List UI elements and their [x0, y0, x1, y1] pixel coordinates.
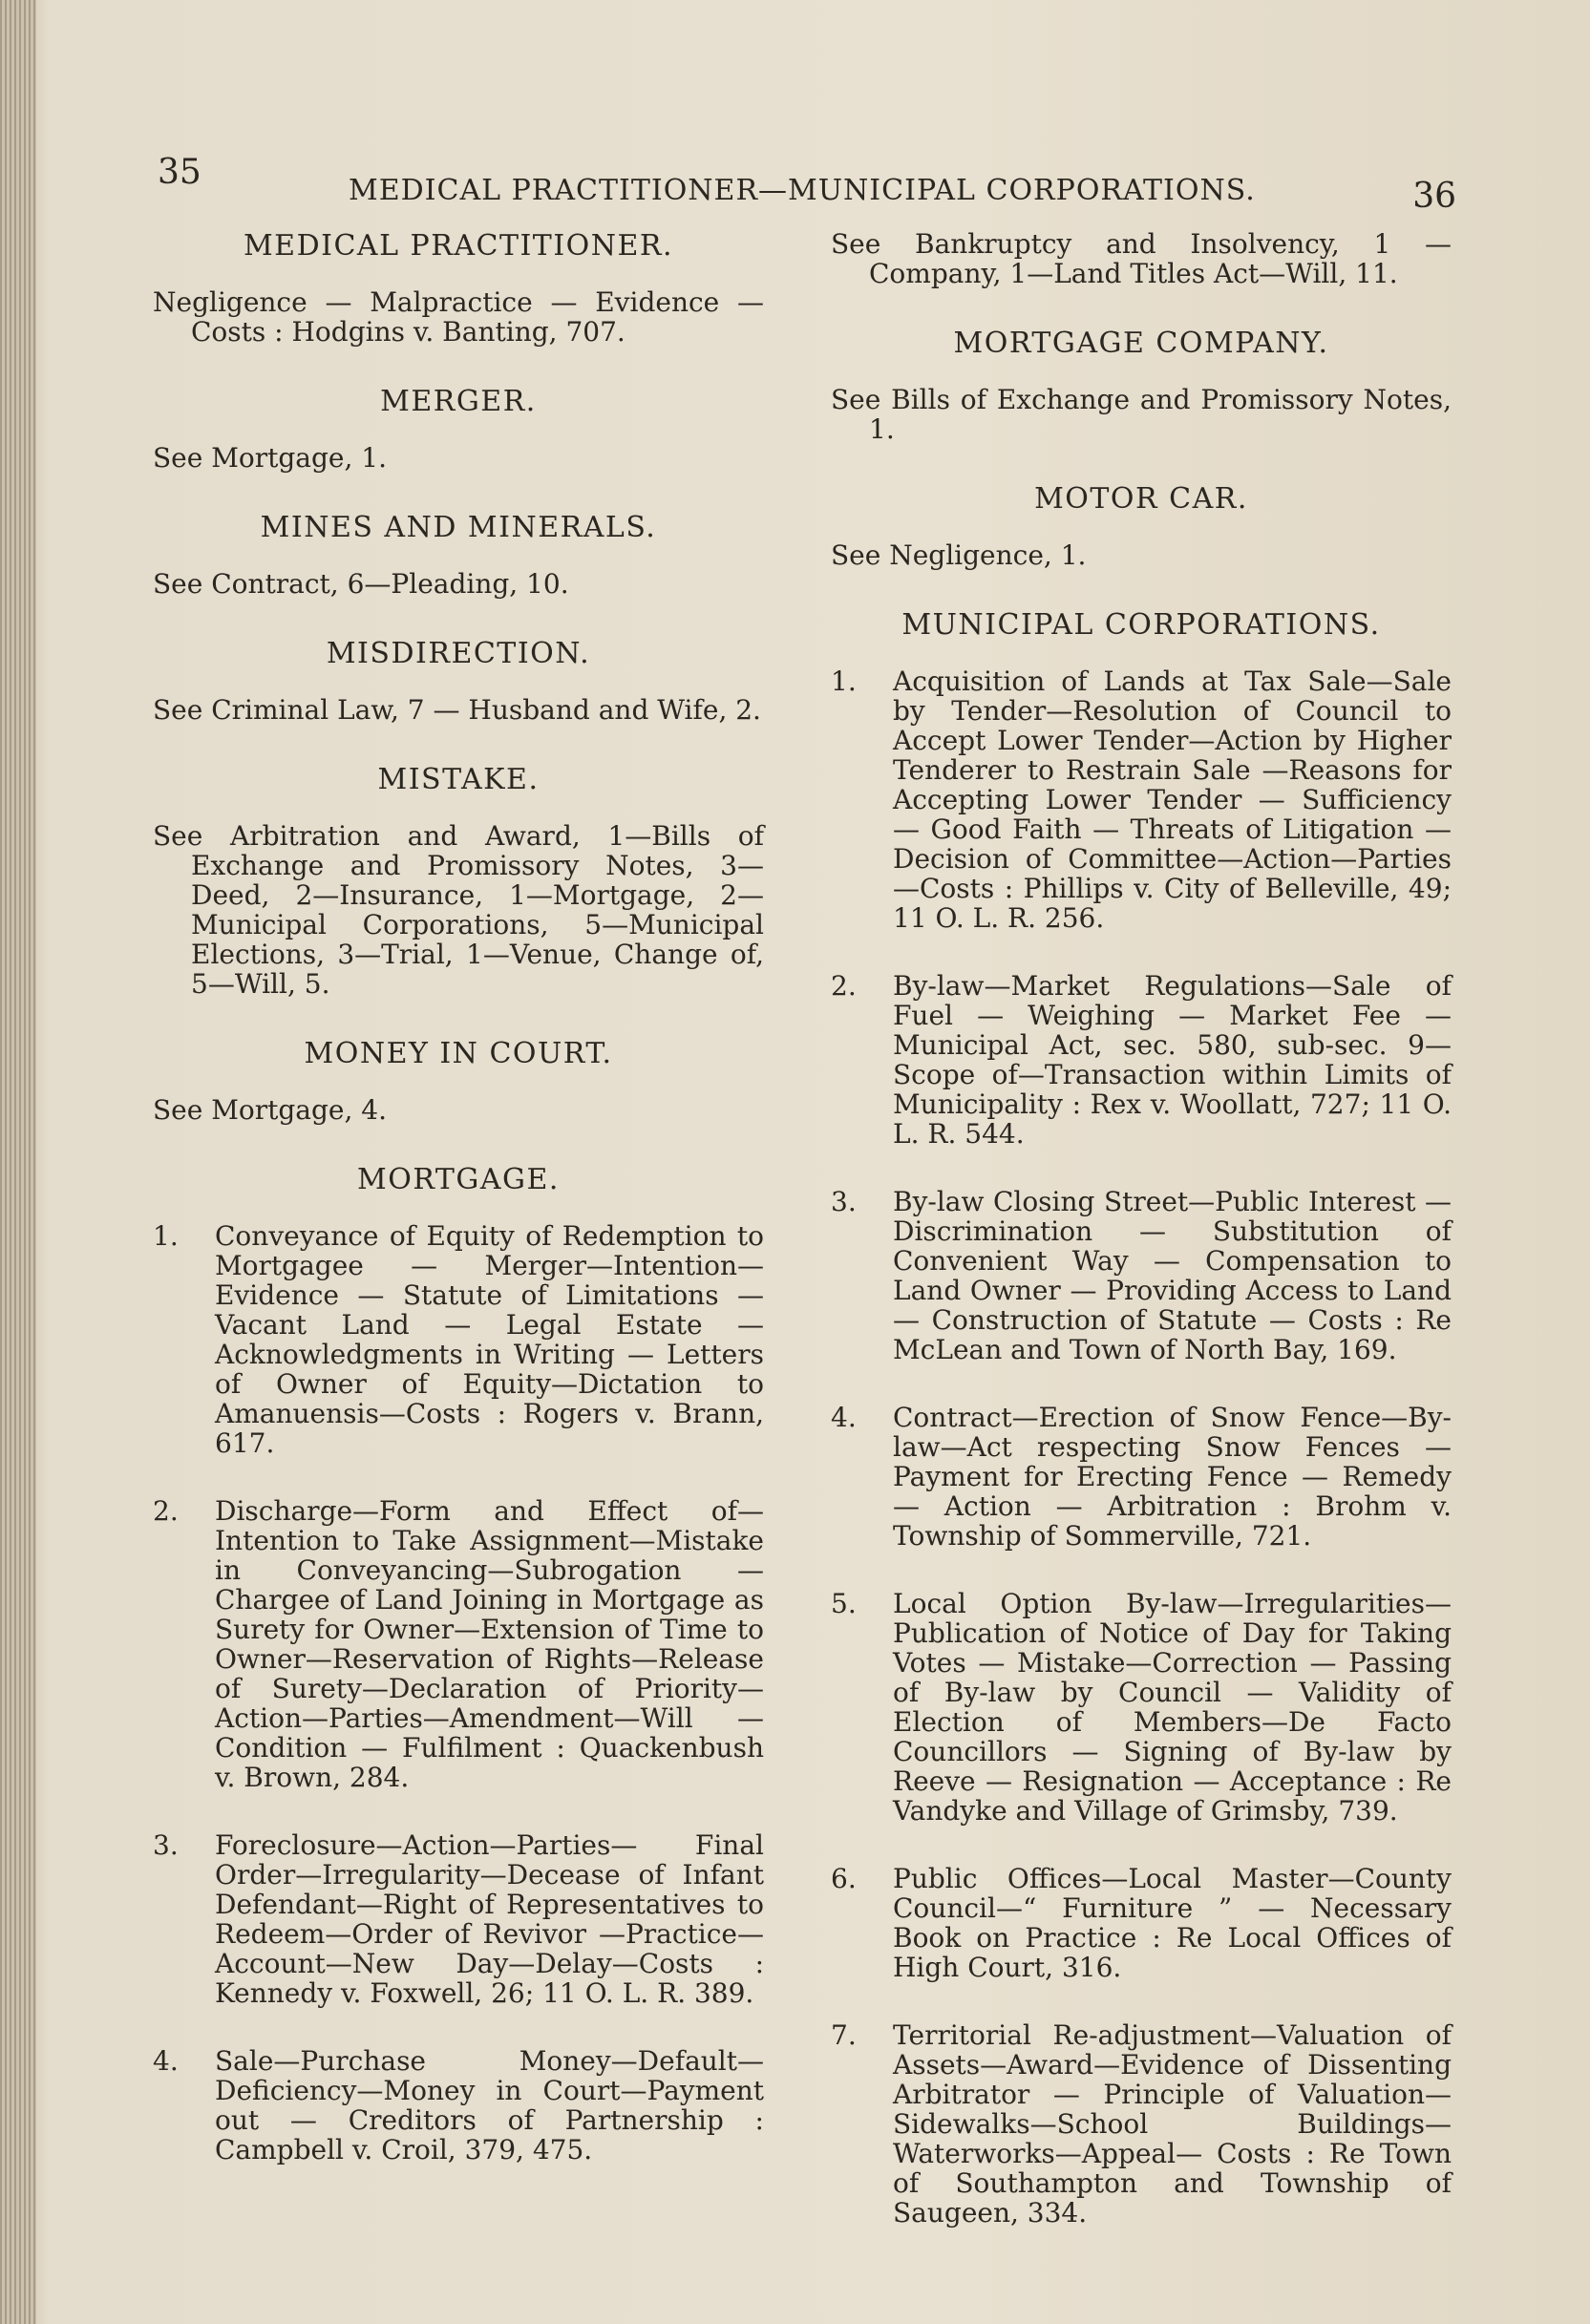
entry-text: Local Option By-law—Irregularities—Publication of Notice of Day for Taking Votes — Mistake—Correction — Passing of By-law by Council — Validity of Election of Members—De Facto Councillors — Signing of By-law by Reeve — Resignation — Acceptance : Re Vandyke and Village of Grimsby, 739. [893, 1588, 1452, 1827]
page-number-left: 35 [158, 153, 201, 192]
book-spine [0, 0, 36, 2324]
municipal-entry [831, 666, 1452, 933]
heading-money-in-court: MONEY IN COURT. [304, 1037, 613, 1070]
entry-continued-see-also: See Bankruptcy and Insolvency, 1 — Company, 1—Land Titles Act—Will, 11. [831, 228, 1452, 289]
mortgage-entry [153, 1496, 764, 1792]
running-title: MEDICAL PRACTITIONER—MUNICIPAL CORPORATIONS. [349, 174, 1256, 207]
entry-text: Acquisition of Lands at Tax Sale—Sale by Tender—Resolution of Council to Accept Lower Tender—Action by Higher Tenderer to Restrain Sale —Reasons for Accepting Lower Tender — Sufficiency — Good Faith — Threats of Litigation — Decision of Committee—Action—Parties—Costs : Phillips v. City of Belleville, 49; 11 O. L. R. 256. [893, 666, 1452, 934]
municipal-entry [831, 1403, 1452, 1551]
entry-text: By-law Closing Street—Public Interest — Discrimination — Substitution of Convenient Way — Compensation to Land Owner — Providing Access to Land — Construction of Statute — Costs : Re McLean and Town of North Bay, 169. [893, 1186, 1452, 1365]
entry-number: 2. [831, 970, 857, 1002]
entry-text: Sale—Purchase Money—Default—Deficiency—Money in Court—Payment out — Creditors of Partnership : Campbell v. Croil, 379, 475. [215, 2045, 764, 2166]
entry-number: 6. [831, 1863, 857, 1894]
entry-merger: See Mortgage, 1. [153, 442, 388, 474]
entry-number: 2. [153, 1495, 179, 1527]
heading-mortgage-company: MORTGAGE COMPANY. [953, 327, 1329, 360]
entry-mines-and-minerals: See Contract, 6—Pleading, 10. [153, 568, 569, 600]
heading-mines-and-minerals: MINES AND MINERALS. [260, 511, 657, 544]
entry-motor-car: See Negligence, 1. [831, 539, 1087, 571]
entry-misdirection: See Criminal Law, 7 — Husband and Wife, 2. [153, 694, 761, 726]
heading-medical-practitioner: MEDICAL PRACTITIONER. [243, 229, 674, 263]
entry-number: 4. [153, 2045, 179, 2077]
left-column [153, 229, 764, 2203]
right-column [831, 229, 1452, 2266]
heading-mortgage: MORTGAGE. [357, 1163, 560, 1196]
heading-merger: MERGER. [380, 385, 537, 418]
entry-mistake: See Arbitration and Award, 1—Bills of Exchange and Promissory Notes, 3—Deed, 2—Insurance, 1—Mortgage, 2—Municipal Corporations, 5—Municipal Elections, 3—Trial, 1—Venue, Change of, 5—Will, 5. [153, 820, 764, 1000]
municipal-entry [831, 1589, 1452, 1826]
entry-medical-practitioner: Negligence — Malpractice — Evidence — Costs : Hodgins v. Banting, 707. [153, 286, 764, 348]
entry-number: 1. [831, 666, 857, 697]
entry-text: Public Offices—Local Master—County Council—“ Furniture ” — Necessary Book on Practice : Re Local Offices of High Court, 316. [893, 1863, 1452, 1983]
entry-number: 4. [831, 1402, 857, 1433]
entry-text: Discharge—Form and Effect of—Intention to Take Assignment—Mistake in Conveyancing—Subrogation —Chargee of Land Joining in Mortgage as Surety for Owner—Extension of Time to Owner—Reservation of Rights—Release of Surety—Declaration of Priority—Action—Parties—Amendment—Will — Condition — Fulfilment : Quackenbush v. Brown, 284. [215, 1495, 764, 1793]
entry-text: Foreclosure—Action—Parties— Final Order—Irregularity—Decease of Infant Defendant—Right of Representatives to Redeem—Order of Revivor —Practice—Account—New Day—Delay—Costs : Kennedy v. Foxwell, 26; 11 O. L. R. 389. [215, 1829, 764, 2009]
entry-text: Conveyance of Equity of Redemption to Mortgagee — Merger—Intention—Evidence — Statute of Limitations — Vacant Land — Legal Estate — Acknowledgments in Writing — Letters of Owner of Equity—Dictation to Amanuensis—Costs : Rogers v. Brann, 617. [215, 1220, 764, 1459]
mortgage-entry [153, 1221, 764, 1458]
entry-number: 3. [153, 1829, 179, 1861]
entry-number: 1. [153, 1220, 179, 1252]
municipal-entry [831, 2020, 1452, 2228]
entry-number: 5. [831, 1588, 857, 1619]
heading-mistake: MISTAKE. [377, 763, 540, 796]
municipal-entry [831, 1864, 1452, 1982]
page-number-right: 36 [1412, 177, 1456, 216]
municipal-entry [831, 1187, 1452, 1364]
municipal-entry [831, 971, 1452, 1149]
mortgage-entry [153, 2046, 764, 2165]
heading-motor-car: MOTOR CAR. [1034, 482, 1248, 516]
mortgage-entry [153, 1830, 764, 2008]
entry-mortgage-company: See Bills of Exchange and Promissory Notes, 1. [831, 384, 1452, 445]
page-header [158, 153, 1456, 216]
entry-money-in-court: See Mortgage, 4. [153, 1094, 388, 1126]
heading-municipal-corporations: MUNICIPAL CORPORATIONS. [901, 608, 1381, 642]
entry-text: Contract—Erection of Snow Fence—By-law—Act respecting Snow Fences — Payment for Erecting Fence — Remedy — Action — Arbitration : Brohm v. Township of Sommerville, 721. [893, 1402, 1452, 1552]
entry-text: By-law—Market Regulations—Sale of Fuel — Weighing — Market Fee — Municipal Act, sec. 580, sub-sec. 9—Scope of—Transaction within Limits of Municipality : Rex v. Woollatt, 727; 11 O. L. R. 544. [893, 970, 1452, 1150]
entry-text: Territorial Re-adjustment—Valuation of Assets—Award—Evidence of Dissenting Arbitrator — Principle of Valuation—Sidewalks—School Buildings—Waterworks—Appeal— Costs : Re Town of Southampton and Township of Saugeen, 334. [893, 2019, 1452, 2229]
entry-number: 3. [831, 1186, 857, 1217]
heading-misdirection: MISDIRECTION. [326, 637, 591, 670]
entry-number: 7. [831, 2019, 857, 2051]
